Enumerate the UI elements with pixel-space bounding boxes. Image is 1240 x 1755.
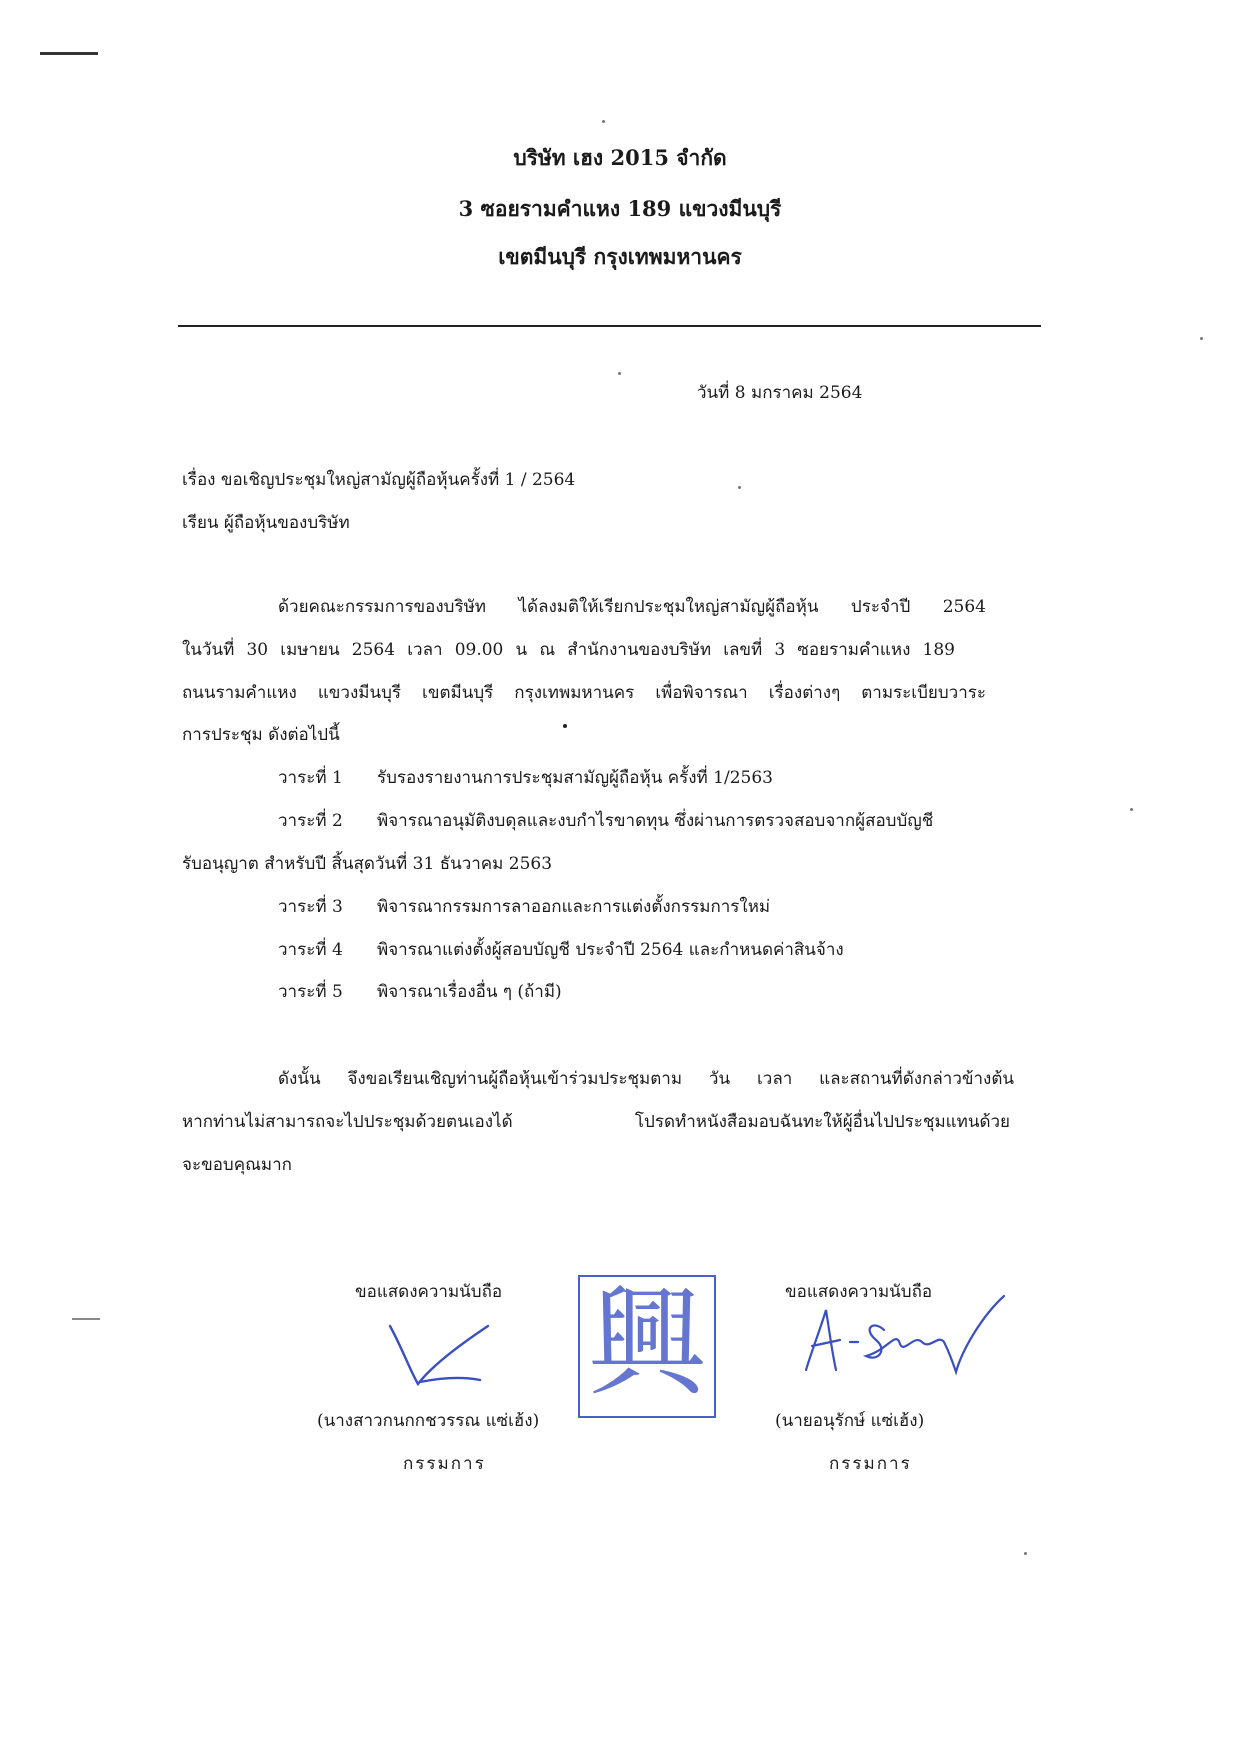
- company-name: บริษัท เฮง 2015 จำกัด: [513, 145, 727, 170]
- address-line-2: เขตมีนบุรี กรุงเทพมหานคร: [498, 244, 742, 269]
- agenda-text: พิจารณากรรมการลาออกและการแต่งตั้งกรรมการใหม่: [377, 897, 771, 917]
- scan-speck: [563, 724, 567, 728]
- agenda-text: พิจารณาอนุมัติงบดุลและงบกำไรขาดทุน ซึ่งผ่านการตรวจสอบจากผู้สอบบัญชี: [377, 811, 934, 831]
- agenda-text: พิจารณาแต่งตั้งผู้สอบบัญชี ประจำปี 2564 และกำหนดค่าสินจ้าง: [377, 940, 844, 960]
- scan-speck: [738, 486, 741, 489]
- letter-recipient: เรียน ผู้ถือหุ้นของบริษัท: [182, 513, 350, 533]
- stamp-glyph: 興: [587, 1274, 706, 1412]
- closing-line: หากท่านไม่สามารถจะไปประชุมด้วยตนเองได้ โปรดทำหนังสือมอบฉันทะให้ผู้อื่นไปประชุมแทนด้วย: [182, 1112, 1010, 1132]
- scan-speck: [602, 120, 605, 123]
- signatory-title-right: กรรมการ: [829, 1454, 912, 1474]
- agenda-label: วาระที่ 2: [278, 811, 343, 831]
- scan-speck: [1130, 808, 1133, 811]
- closing-line: จะขอบคุณมาก: [182, 1155, 292, 1175]
- scan-speck: [1024, 1552, 1027, 1555]
- signature-right: [792, 1290, 1022, 1380]
- address-line-1: 3 ซอยรามคำแหง 189 แขวงมีนบุรี: [458, 196, 782, 221]
- body-line: การประชุม ดังต่อไปนี้: [182, 725, 340, 745]
- company-seal-stamp: [578, 1275, 716, 1418]
- agenda-label: วาระที่ 1: [278, 768, 343, 788]
- agenda-text: รับรองรายงานการประชุมสามัญผู้ถือหุ้น ครั้งที่ 1/2563: [377, 768, 773, 788]
- scan-mark: [40, 52, 98, 55]
- sign-off-right: ขอแสดงความนับถือ: [785, 1282, 933, 1302]
- agenda-text-continuation: รับอนุญาต สำหรับปี สิ้นสุดวันที่ 31 ธันวาคม 2563: [182, 854, 553, 874]
- body-line: ถนนรามคำแหง แขวงมีนบุรี เขตมีนบุรี กรุงเทพมหานคร เพื่อพิจารณา เรื่องต่างๆ ตามระเบียบวาระ: [182, 683, 986, 703]
- agenda-label: วาระที่ 5: [278, 982, 343, 1002]
- scan-speck: [1200, 337, 1203, 340]
- letter-date: วันที่ 8 มกราคม 2564: [697, 383, 863, 403]
- agenda-label: วาระที่ 4: [278, 940, 343, 960]
- signatory-title-left: กรรมการ: [403, 1454, 486, 1474]
- signatory-name-right: (นายอนุรักษ์ แซ่เฮ้ง): [775, 1411, 925, 1431]
- body-line: ในวันที่ 30 เมษายน 2564 เวลา 09.00 น ณ สำนักงานของบริษัท เลขที่ 3 ซอยรามคำแหง 189: [182, 640, 955, 660]
- signature-left: [380, 1318, 500, 1393]
- sign-off-left: ขอแสดงความนับถือ: [355, 1282, 503, 1302]
- agenda-label: วาระที่ 3: [278, 897, 343, 917]
- signatory-name-left: (นางสาวกนกกชวรรณ แซ่เฮ้ง): [317, 1411, 540, 1431]
- scan-mark: [72, 1318, 100, 1320]
- closing-line: ดังนั้น จึงขอเรียนเชิญท่านผู้ถือหุ้นเข้าร่วมประชุมตาม วัน เวลา และสถานที่ดังกล่าวข้างต้น: [278, 1069, 1014, 1089]
- body-line: ด้วยคณะกรรมการของบริษัท ได้ลงมติให้เรียกประชุมใหญ่สามัญผู้ถือหุ้น ประจำปี 2564: [278, 597, 986, 617]
- header-divider: [178, 325, 1041, 327]
- agenda-text: พิจารณาเรื่องอื่น ๆ (ถ้ามี): [377, 982, 562, 1002]
- scan-speck: [618, 372, 621, 375]
- letter-subject: เรื่อง ขอเชิญประชุมใหญ่สามัญผู้ถือหุ้นครั้งที่ 1 / 2564: [182, 470, 576, 490]
